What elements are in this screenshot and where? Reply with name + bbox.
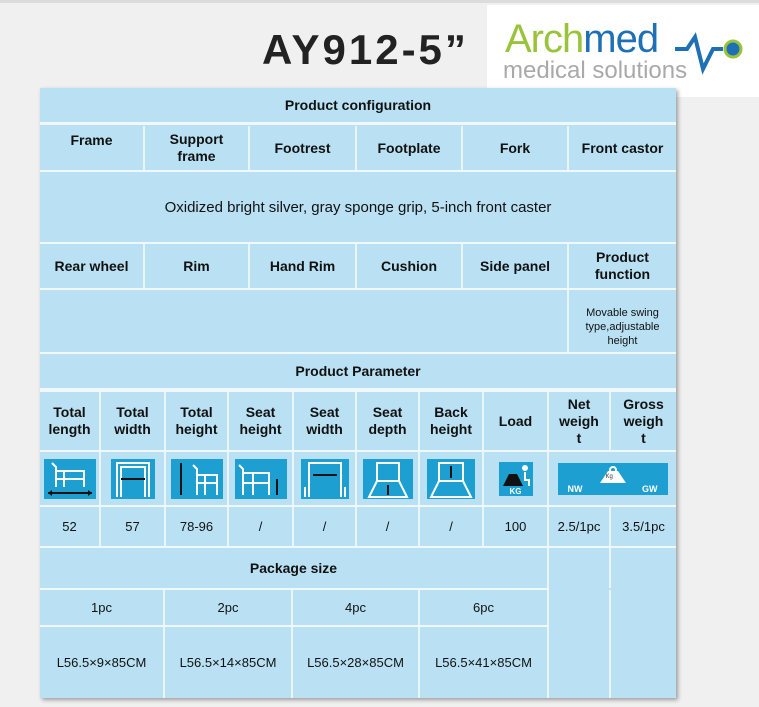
seat-width-icon xyxy=(301,459,349,499)
param-seat-width: Seat width xyxy=(294,392,357,450)
cell xyxy=(484,452,549,505)
header-rear-wheel: Rear wheel xyxy=(40,244,145,288)
value-total-length: 52 xyxy=(40,507,101,546)
package-label-4pc: 4pc xyxy=(293,590,420,625)
header-rim: Rim xyxy=(145,244,250,288)
package-label-6pc: 6pc xyxy=(420,590,549,625)
cell xyxy=(294,452,357,505)
package-size-1pc: L56.5×9×85CM xyxy=(40,627,165,698)
logo-tagline: medical solutions xyxy=(503,57,688,84)
params-heading: Product Parameter xyxy=(295,362,421,379)
seat-height-icon xyxy=(235,459,287,499)
header-product-function: Product function xyxy=(594,249,651,282)
package-heading: Package size xyxy=(40,548,549,588)
kg-small-label: Kg xyxy=(605,473,613,480)
param-load: Load xyxy=(484,392,549,450)
value-total-height: 78-96 xyxy=(166,507,229,546)
param-net-weight: Net weigh t xyxy=(549,392,611,450)
total-width-icon xyxy=(111,459,155,499)
value-seat-height: / xyxy=(229,507,294,546)
logo-text-med: med xyxy=(583,17,659,61)
package-size-2pc: L56.5×14×85CM xyxy=(165,627,293,698)
weight-icon xyxy=(558,463,668,495)
package-label-1pc: 1pc xyxy=(40,590,165,625)
param-total-height: Total height xyxy=(166,392,229,450)
param-back-height: Back height xyxy=(420,392,484,450)
cell xyxy=(101,452,166,505)
param-seat-depth: Seat depth xyxy=(357,392,420,450)
value-seat-depth: / xyxy=(357,507,420,546)
cell xyxy=(357,452,420,505)
function-value: Movable swing type,adjustable height xyxy=(585,307,660,347)
package-size-6pc: L56.5×41×85CM xyxy=(420,627,549,698)
param-seat-height: Seat height xyxy=(229,392,294,450)
top-border xyxy=(0,0,759,3)
cell xyxy=(420,452,484,505)
header-front-castor: Front castor xyxy=(581,139,664,156)
cell xyxy=(549,452,676,505)
kg-label: KG xyxy=(509,486,522,496)
value-gross-weight: 3.5/1pc xyxy=(622,519,665,534)
config-description: Oxidized bright silver, gray sponge grip, 5-inch front caster xyxy=(164,198,552,216)
logo xyxy=(487,5,759,97)
param-total-length: Total length xyxy=(40,392,101,450)
logo-text-arch: Arch xyxy=(505,17,584,61)
header-support-frame: Support frame xyxy=(145,126,250,170)
config-values-empty xyxy=(40,290,569,352)
load-icon xyxy=(499,462,533,496)
value-load: 100 xyxy=(484,507,549,546)
cell xyxy=(549,548,611,588)
value-total-width: 57 xyxy=(101,507,166,546)
cell xyxy=(549,590,611,698)
header-footrest: Footrest xyxy=(250,126,357,170)
seat-depth-icon xyxy=(363,459,413,499)
header-fork: Fork xyxy=(463,126,569,170)
header-frame: Frame xyxy=(40,126,145,170)
param-total-width: Total width xyxy=(101,392,166,450)
package-size-4pc: L56.5×28×85CM xyxy=(293,627,420,698)
back-height-icon xyxy=(427,459,475,499)
header-hand-rim: Hand Rim xyxy=(250,244,357,288)
total-length-icon xyxy=(44,459,96,499)
cell xyxy=(166,452,229,505)
page-title: AY912-5” xyxy=(262,26,469,73)
value-seat-width: / xyxy=(294,507,357,546)
spec-table xyxy=(40,88,676,698)
nw-label: NW xyxy=(567,483,583,494)
header-footplate: Footplate xyxy=(357,126,463,170)
cell xyxy=(40,452,101,505)
package-label-2pc: 2pc xyxy=(165,590,293,625)
heartbeat-logo-icon xyxy=(673,27,753,77)
header-side-panel: Side panel xyxy=(463,244,569,288)
header-cushion: Cushion xyxy=(357,244,463,288)
gw-label: GW xyxy=(642,483,658,494)
value-net-weight: 2.5/1pc xyxy=(549,507,611,546)
cell xyxy=(229,452,294,505)
config-heading: Product configuration xyxy=(284,96,432,113)
value-back-height: / xyxy=(420,507,484,546)
param-gross-weight: Gross weigh t xyxy=(623,395,664,446)
total-height-icon xyxy=(171,459,223,499)
